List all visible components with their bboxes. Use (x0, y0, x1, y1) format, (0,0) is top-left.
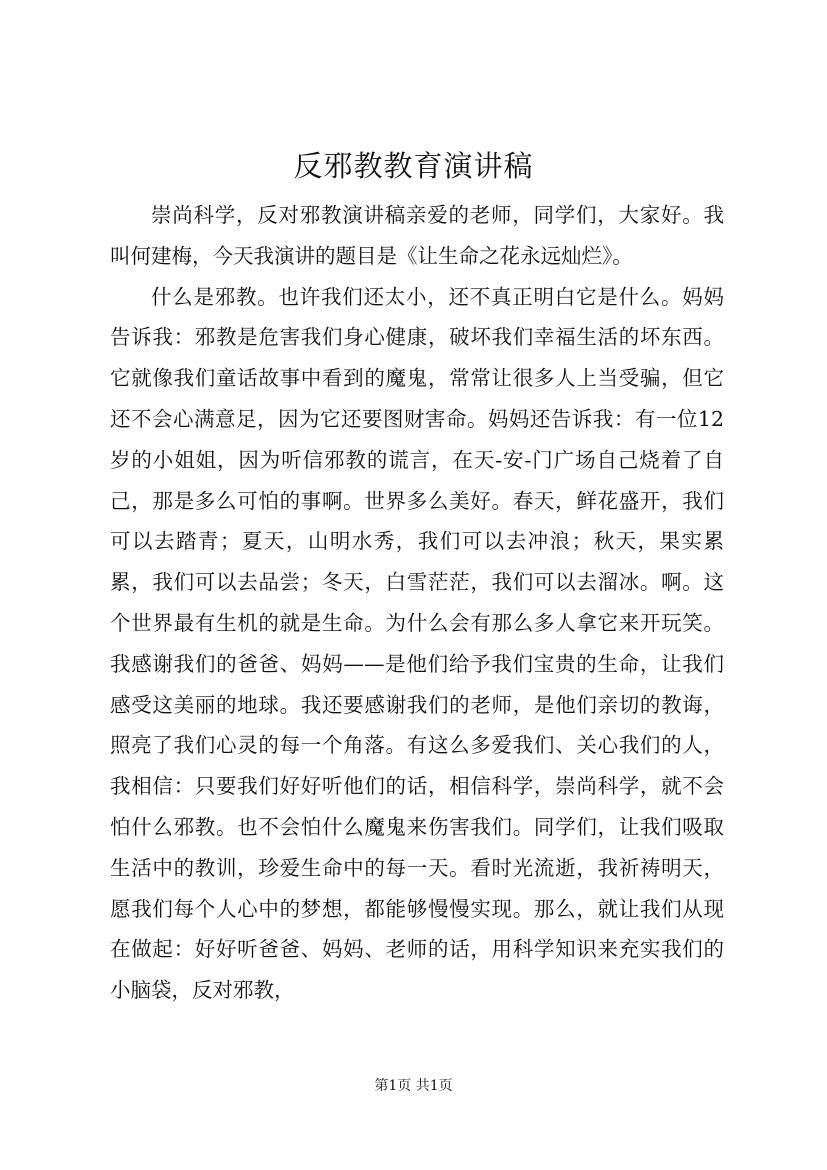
paragraph: 什么是邪教。也许我们还太小，还不真正明白它是什么。妈妈告诉我：邪教是危害我们身心健康，破坏我们幸福生活的坏东西。它就像我们童话故事中看到的魔鬼，常常让很多人上当受骗，但它还不会心满意足，因为它还要图财害命。妈妈还告诉我：有一位12岁的小姐姐，因为听信邪教的谎言，在天-安-门广场自己烧着了自己，那是多么可怕的事啊。世界多么美好。春天，鲜花盛开，我们可以去踏青；夏天，山明水秀，我们可以去冲浪；秋天，果实累累，我们可以去品尝；冬天，白雪茫茫，我们可以去溜冰。啊。这个世界最有生机的就是生命。为什么会有那么多人拿它来开玩笑。我感谢我们的爸爸、妈妈——是他们给予我们宝贵的生命，让我们感受这美丽的地球。我还要感谢我们的老师，是他们亲切的教诲，照亮了我们心灵的每一个角落。有这么多爱我们、关心我们的人，我相信：只要我们好好听他们的话，相信科学，崇尚科学，就不会怕什么邪教。也不会怕什么魔鬼来伤害我们。同学们，让我们吸取生活中的教训，珍爱生命中的每一天。看时光流逝，我祈祷明天，愿我们每个人心中的梦想，都能够慢慢实现。那么，就让我们从现在做起：好好听爸爸、妈妈、老师的话，用科学知识来充实我们的小脑袋，反对邪教， (110, 284, 724, 1003)
page-footer: 第1页 共1页 (374, 1078, 453, 1094)
document-body (110, 195, 724, 1011)
paragraph: 崇尚科学，反对邪教演讲稿亲爱的老师，同学们，大家好。我叫何建梅，今天我演讲的题目是《让生命之花永远灿烂》。 (110, 203, 724, 268)
document-title: 反邪教教育演讲稿 (293, 149, 534, 183)
